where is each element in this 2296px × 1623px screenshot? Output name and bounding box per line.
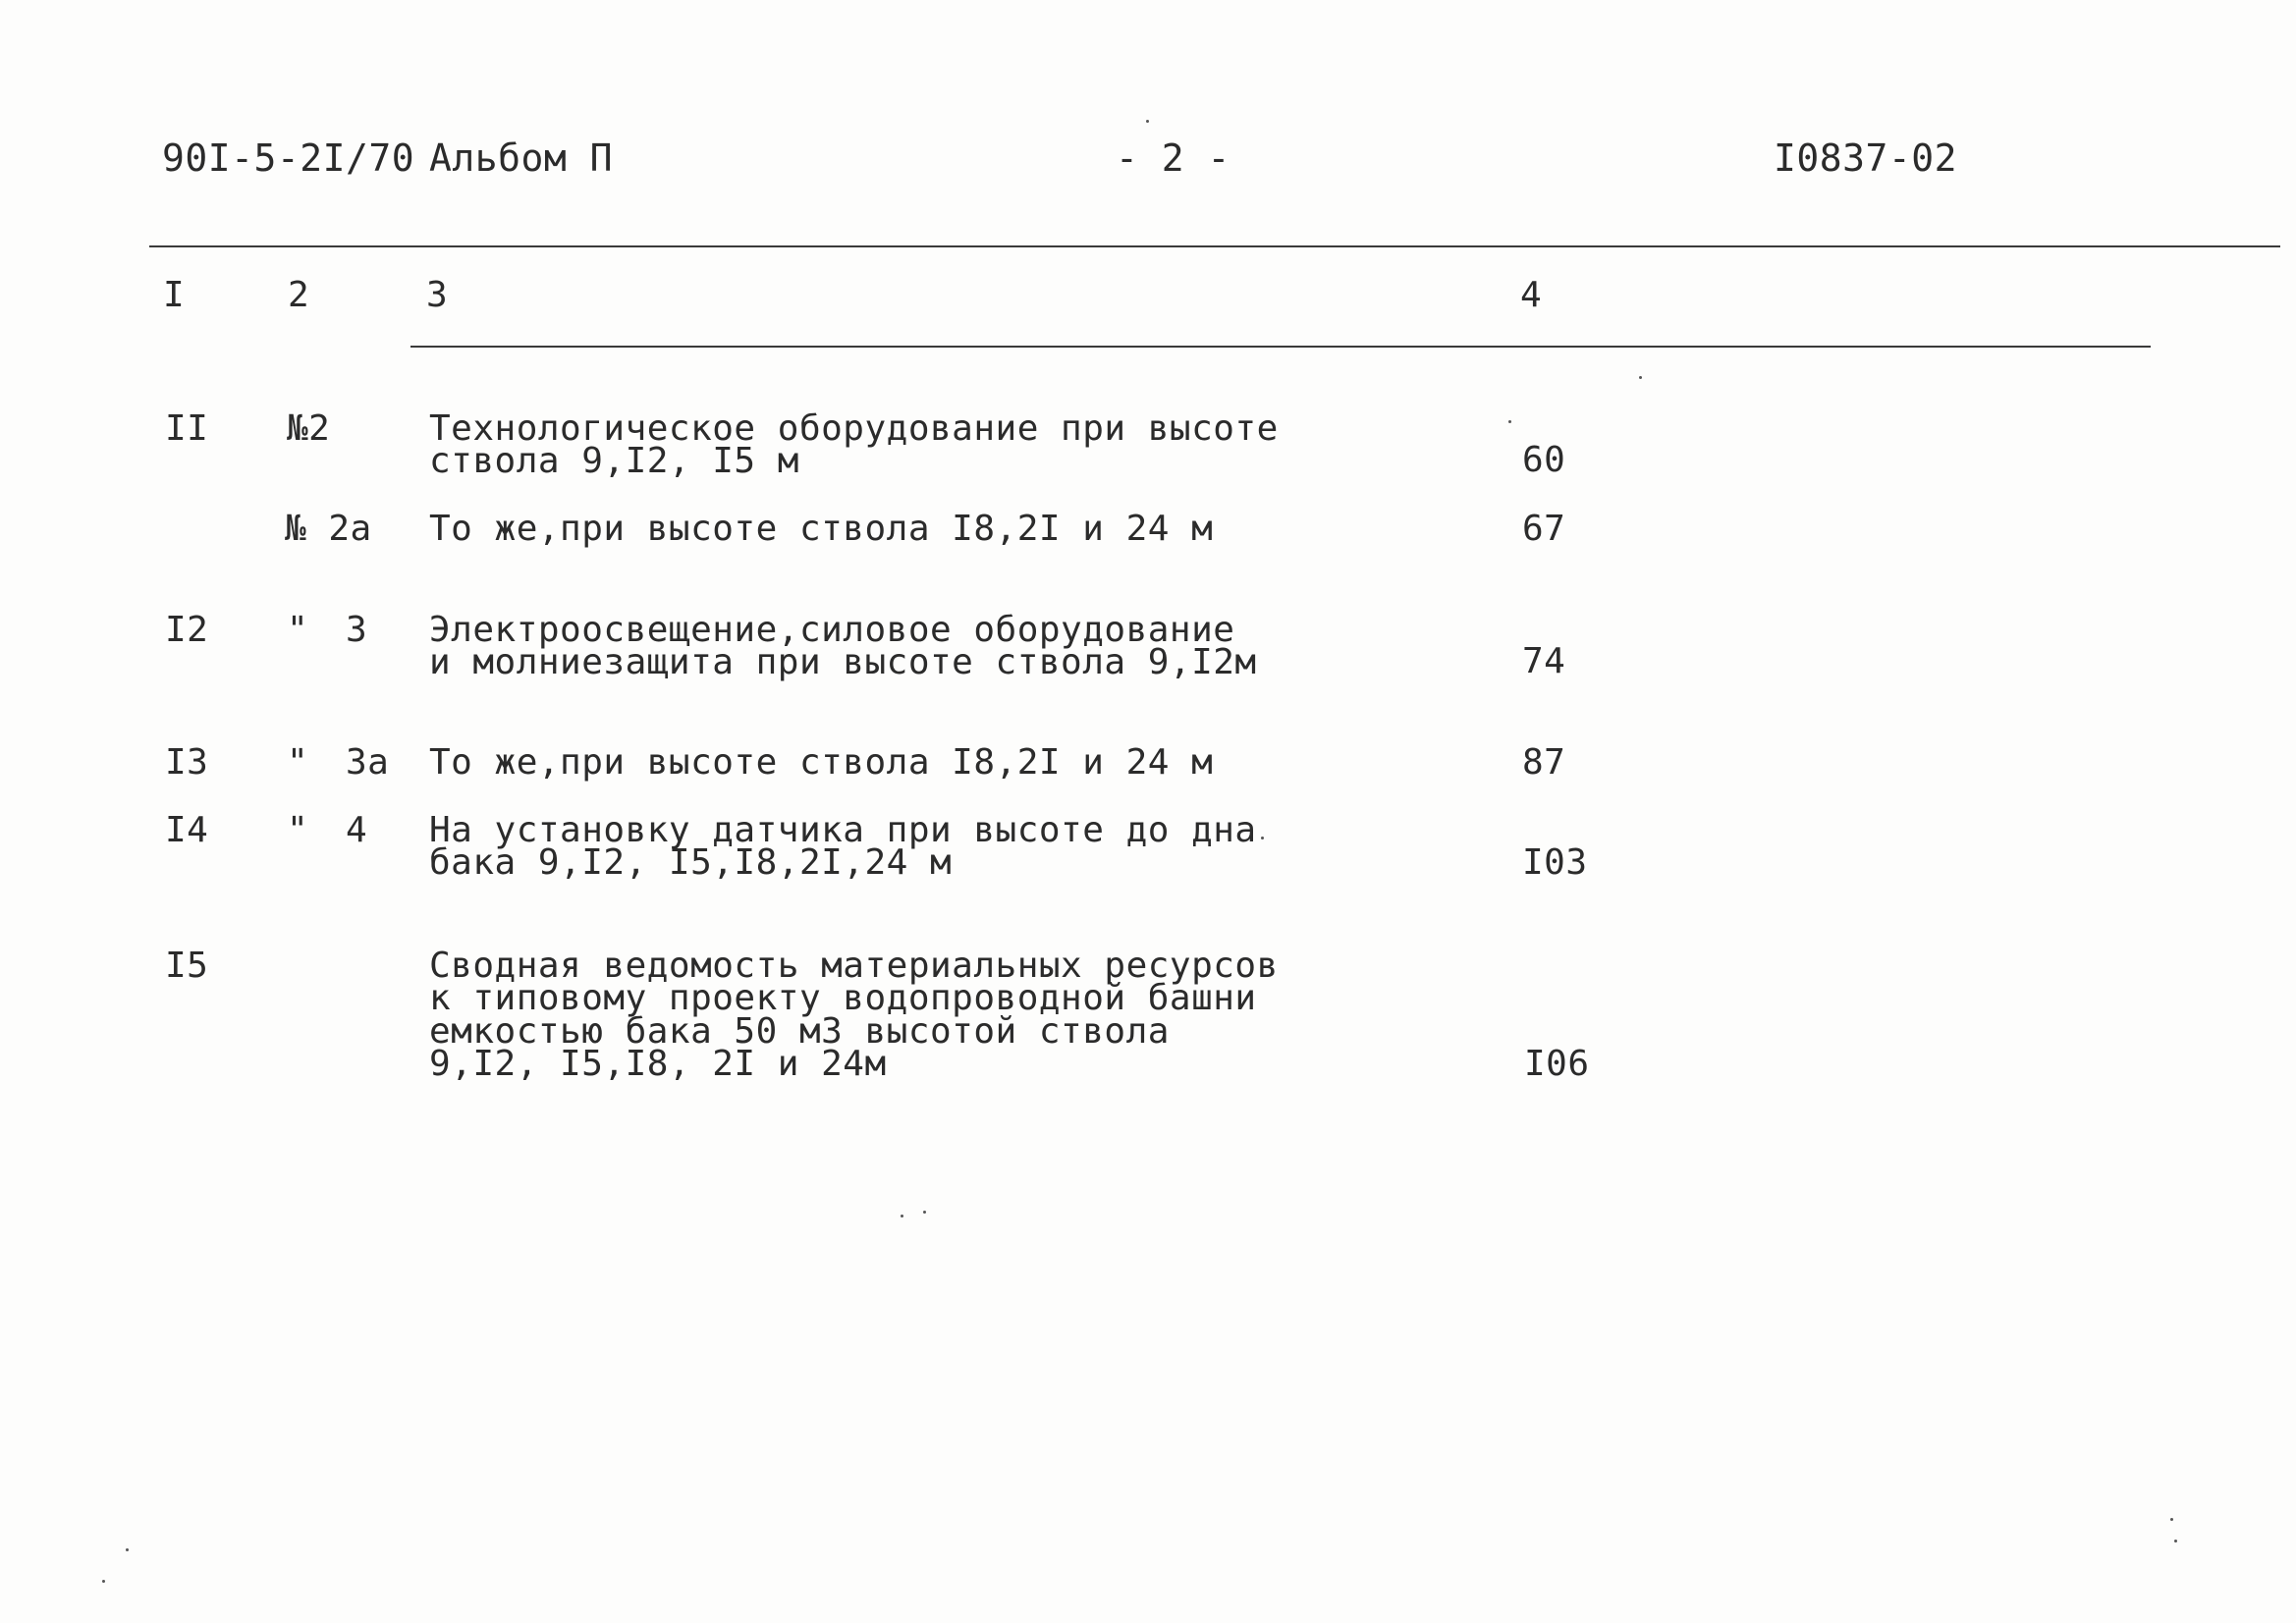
row-number: I3 [165, 742, 209, 783]
row-ref-mark: " [287, 610, 309, 650]
row-number: II [165, 408, 209, 449]
row-title-line: бака 9,I2, I5,I8,2I,24 м [429, 842, 953, 883]
album-label: Альбом П [429, 136, 614, 180]
col-header-3: 3 [426, 275, 449, 315]
row-ref-value: 3 [346, 610, 368, 650]
row-title-line: и молниезащита при высоте ствола 9,I2м [429, 642, 1257, 682]
row-page: I03 [1522, 842, 1588, 883]
row-title-line: 9,I2, I5,I8, 2I и 24м [429, 1044, 887, 1084]
row-page: 67 [1522, 509, 1566, 549]
row-page: 60 [1522, 440, 1566, 480]
row-page: I06 [1524, 1044, 1590, 1084]
scan-speck [1261, 837, 1264, 839]
scan-speck [1146, 120, 1149, 123]
scan-speck [102, 1580, 105, 1583]
row-ref-mark: " [287, 742, 309, 783]
row-title-line: То же,при высоте ствола I8,2I и 24 м [429, 742, 1214, 783]
col-header-2: 2 [288, 275, 310, 315]
row-title-line: емкостью бака 50 м3 высотой ствола [429, 1011, 1170, 1052]
scan-speck [2174, 1540, 2177, 1542]
scan-speck [126, 1548, 129, 1551]
sheet-code: I0837-02 [1774, 136, 1958, 180]
row-title-line: к типовому проекту водопроводной башни [429, 978, 1257, 1018]
header-rule [149, 245, 2280, 247]
row-ref-mark: " [287, 810, 309, 850]
row-ref-value: 4 [346, 810, 368, 850]
row-number: I5 [165, 946, 209, 986]
row-ref: № 2а [285, 509, 372, 549]
page-number: - 2 - [1116, 136, 1230, 180]
column-header-rule [410, 346, 2151, 348]
row-title-line: Технологическое оборудование при высоте [429, 408, 1279, 449]
row-number: I2 [165, 610, 209, 650]
scan-speck [901, 1215, 903, 1217]
row-page: 87 [1522, 742, 1566, 783]
row-title-line: То же,при высоте ствола I8,2I и 24 м [429, 509, 1214, 549]
scan-speck [1639, 376, 1642, 379]
row-title-line: На установку датчика при высоте до дна [429, 810, 1257, 850]
scan-speck [923, 1211, 926, 1214]
row-number: I4 [165, 810, 209, 850]
scan-speck [1508, 420, 1511, 423]
col-header-1: I [163, 275, 186, 315]
col-header-4: 4 [1520, 275, 1543, 315]
row-title-line: Сводная ведомость материальных ресурсов [429, 946, 1279, 986]
row-ref-value: 3а [346, 742, 390, 783]
row-page: 74 [1522, 641, 1566, 681]
row-ref: №2 [287, 408, 331, 449]
scan-speck [2170, 1518, 2173, 1521]
row-title-line: ствола 9,I2, I5 м [429, 441, 799, 481]
doc-code: 90I-5-2I/70 [162, 136, 415, 180]
row-title-line: Электроосвещение,силовое оборудование [429, 610, 1235, 650]
